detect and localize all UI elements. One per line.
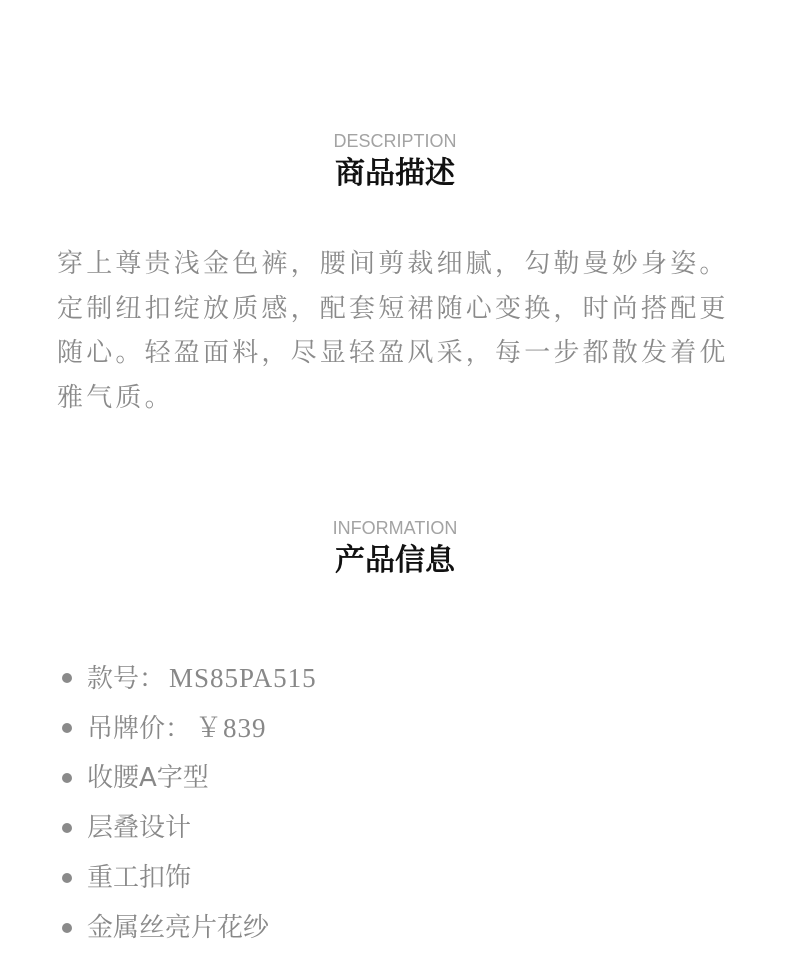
information-header — [0, 517, 790, 581]
info-item-tag-price — [57, 703, 317, 753]
info-label: 层叠设计 — [87, 813, 192, 843]
info-value: ￥839 — [195, 713, 267, 743]
info-item-style-number — [57, 653, 317, 703]
information-subtitle: INFORMATION — [332, 518, 458, 538]
product-info-list — [57, 653, 317, 953]
info-item-feature — [57, 753, 317, 803]
info-label: 金属丝亮片花纱 — [87, 913, 270, 943]
info-label: 吊牌价： — [87, 714, 192, 744]
bullet-icon — [62, 823, 72, 833]
description-subtitle: DESCRIPTION — [333, 131, 457, 151]
description-title: 商品描述 — [335, 156, 455, 191]
bullet-icon — [62, 773, 72, 783]
info-item-feature — [57, 903, 317, 953]
description-text: 穿上尊贵浅金色裤，腰间剪裁细腻，勾勒曼妙身姿。定制纽扣绽放质感，配套短裙随心变换，时尚搭配更随心。轻盈面料，尽显轻盈风采，每一步都散发着优雅气质。 — [57, 249, 729, 413]
bullet-icon — [62, 673, 72, 683]
info-label: 款号： — [87, 664, 166, 694]
description-header — [0, 130, 790, 194]
info-label: 重工扣饰 — [87, 863, 192, 893]
information-title: 产品信息 — [335, 543, 455, 578]
bullet-icon — [62, 723, 72, 733]
bullet-icon — [62, 923, 72, 933]
info-label: 收腰A字型 — [87, 763, 209, 793]
info-item-feature — [57, 803, 317, 853]
info-item-feature — [57, 853, 317, 903]
bullet-icon — [62, 873, 72, 883]
info-value: MS85PA515 — [169, 663, 317, 693]
